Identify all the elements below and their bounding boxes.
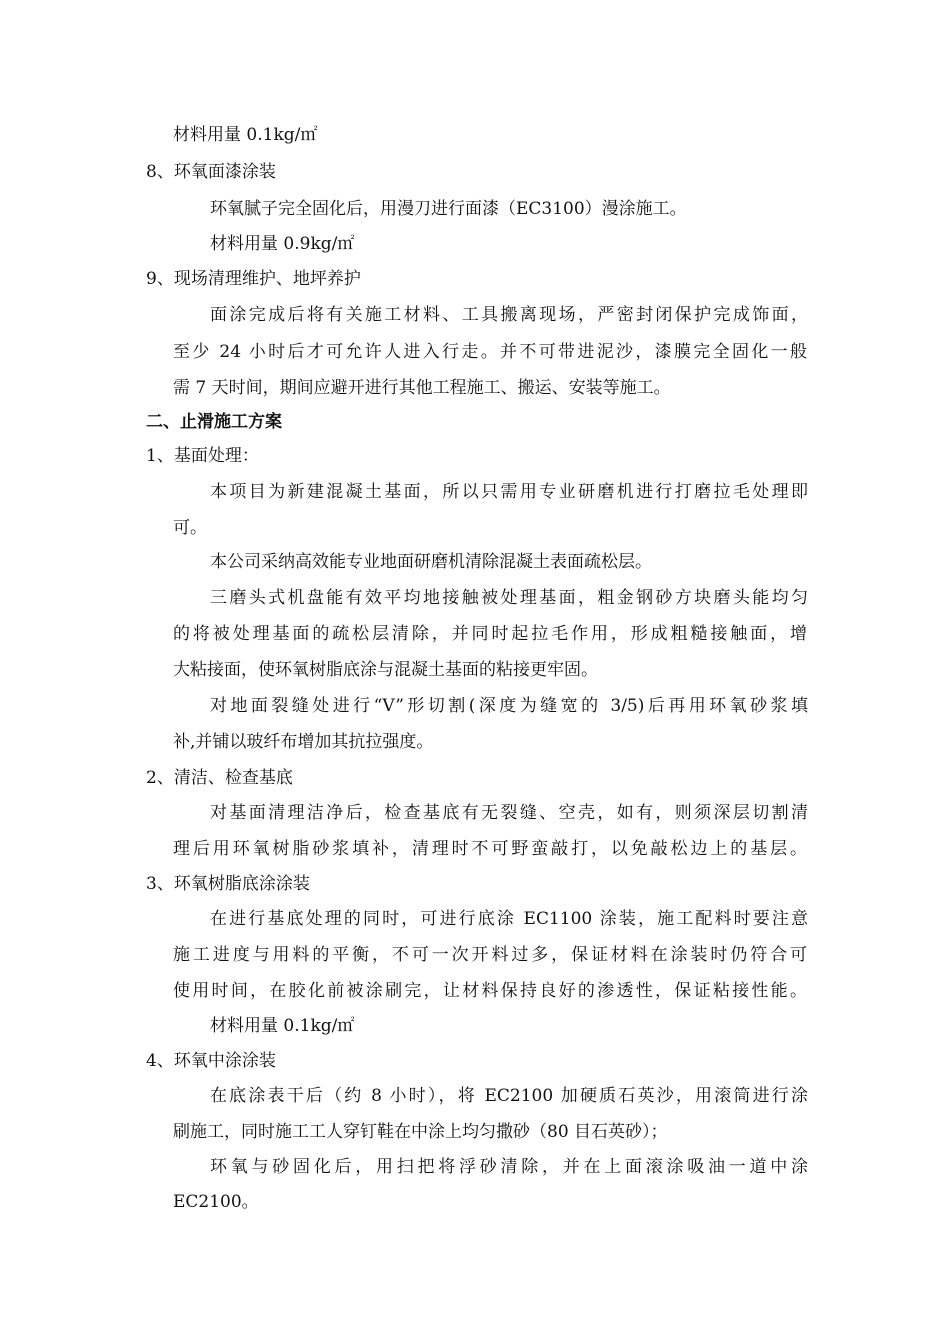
paragraph-line: 补,并铺以玻纤布增加其抗拉强度。 [173,732,434,752]
material-usage-line: 材料用量 0.1kg/㎡ [173,125,318,145]
paragraph-line: 需 7 天时间，期间应避开进行其他工程施工、搬运、安装等施工。 [173,378,671,398]
material-usage-line: 材料用量 0.1kg/㎡ [210,1016,355,1036]
paragraph-line: 理后用环氧树脂砂浆填补，清理时不可野蛮敲打，以免敲松边上的基层。 [173,839,807,859]
paragraph-line: 环氧腻子完全固化后，用漫刀进行面漆（EC3100）漫涂施工。 [210,199,687,219]
paragraph-line: 三磨头式机盘能有效平均地接触被处理基面，粗金钢砂方块磨头能均匀 [210,588,808,608]
paragraph-line: 施工进度与用料的平衡，不可一次开料过多，保证材料在涂装时仍符合可 [173,945,807,965]
section-heading-3: 3、环氧树脂底涂涂装 [146,874,310,894]
paragraph-line: 的将被处理基面的疏松层清除，并同时起拉毛作用，形成粗糙接触面，增 [173,624,807,644]
material-usage-line: 材料用量 0.9kg/㎡ [210,234,355,254]
chapter-heading: 二、止滑施工方案 [146,412,282,432]
paragraph-line: 可。 [173,518,207,538]
paragraph-line: 在进行基底处理的同时，可进行底涂 EC1100 涂装，施工配料时要注意 [210,909,808,929]
paragraph-line: 在底涂表干后（约 8 小时），将 EC2100 加硬质石英沙，用滚筒进行涂 [210,1086,808,1106]
section-heading-2: 2、清洁、检查基底 [146,768,293,788]
paragraph-line: 面涂完成后将有关施工材料、工具搬离现场，严密封闭保护完成饰面， [210,305,808,325]
section-heading-8: 8、环氧面漆涂装 [146,162,276,182]
section-heading-9: 9、现场清理维护、地坪养护 [146,269,361,289]
section-heading-4: 4、环氧中涂涂装 [146,1051,276,1071]
paragraph-line: 对地面裂缝处进行“V”形切割(深度为缝宽的 3/5)后再用环氧砂浆填 [210,696,808,716]
paragraph-line: 大粘接面，使环氧树脂底涂与混凝土基面的粘接更牢固。 [173,660,598,680]
section-heading-1: 1、基面处理： [146,446,259,466]
paragraph-line: 使用时间，在胶化前被涂刷完，让材料保持良好的渗透性，保证粘接性能。 [173,981,807,1001]
paragraph-line: 环氧与砂固化后，用扫把将浮砂清除，并在上面滚涂吸油一道中涂 [210,1157,808,1177]
paragraph-line: 本公司采纳高效能专业地面研磨机清除混凝土表面疏松层。 [210,552,652,572]
paragraph-line: 对基面清理洁净后，检查基底有无裂缝、空壳，如有，则须深层切割清 [210,803,808,823]
paragraph-line: 至少 24 小时后才可允许人进入行走。并不可带进泥沙，漆膜完全固化一般 [173,342,807,362]
paragraph-line: 刷施工，同时施工工人穿钉鞋在中涂上均匀撒砂（80 目石英砂）； [173,1122,668,1142]
paragraph-line: 本项目为新建混凝土基面，所以只需用专业研磨机进行打磨拉毛处理即 [210,482,808,502]
paragraph-line: EC2100。 [173,1192,259,1212]
